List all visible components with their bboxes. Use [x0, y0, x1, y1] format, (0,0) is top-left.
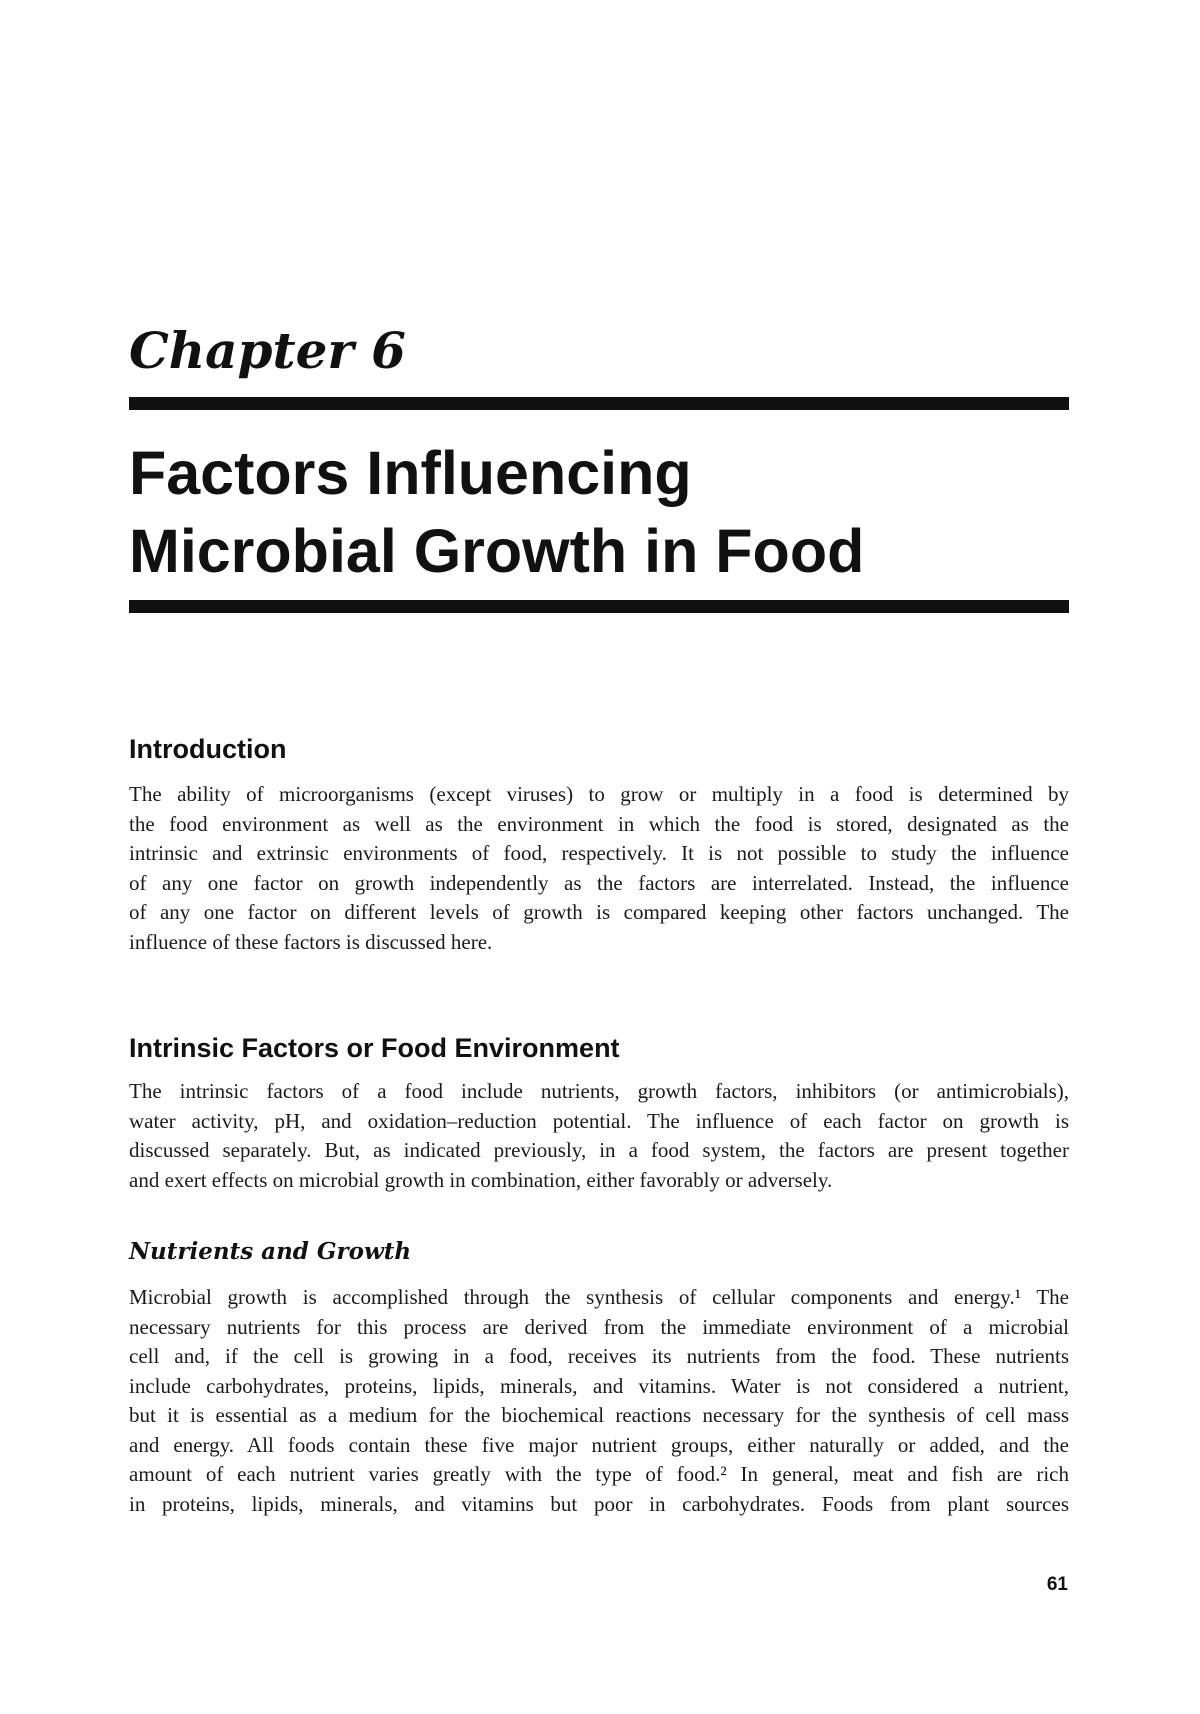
- introduction-paragraph: [129, 780, 1069, 957]
- section-heading-introduction: Introduction: [129, 734, 287, 764]
- text-line: influence of these factors is discussed here.: [129, 929, 493, 954]
- nutrients-paragraph: [129, 1283, 1069, 1519]
- text-line: include carbohydrates, proteins, lipids, minerals, and vitamins. Water is not considered a nutrient,: [129, 1373, 1069, 1398]
- text-line: the food environment as well as the environment in which the food is stored, designated as the: [129, 811, 1069, 836]
- text-line: intrinsic and extrinsic environments of food, respectively. It is not possible to study the influence: [129, 841, 1069, 865]
- text-line: in proteins, lipids, minerals, and vitamins but poor in carbohydrates. Foods from plant sources: [129, 1491, 1069, 1516]
- chapter-label: Chapter 6: [129, 321, 406, 380]
- chapter-title: [129, 434, 1049, 590]
- page-number: 61: [1046, 1574, 1068, 1595]
- text-line: The ability of microorganisms (except viruses) to grow or multiply in a food is determined by: [129, 782, 1069, 806]
- text-line: of any one factor on growth independently as the factors are interrelated. Instead, the influence: [129, 870, 1069, 895]
- text-line: and energy. All foods contain these five major nutrient groups, either naturally or added, and the: [129, 1432, 1069, 1457]
- text-line: Microbial growth is accomplished through the synthesis of cellular components and energy.¹ The: [129, 1285, 1069, 1309]
- text-line: but it is essential as a medium for the biochemical reactions necessary for the synthesis of cell mass: [129, 1403, 1069, 1427]
- top-rule: [129, 397, 1069, 410]
- bottom-rule: [129, 600, 1069, 613]
- subsection-heading-nutrients-and-growth: Nutrients and Growth: [129, 1238, 412, 1265]
- text-line: and exert effects on microbial growth in combination, either favorably or adversely.: [129, 1167, 833, 1192]
- text-line: water activity, pH, and oxidation–reduction potential. The influence of each factor on growth is: [129, 1108, 1069, 1133]
- text-line: necessary nutrients for this process are derived from the immediate environment of a microbial: [129, 1314, 1069, 1339]
- section-heading-intrinsic-factors: Intrinsic Factors or Food Environment: [129, 1033, 620, 1063]
- text-line: cell and, if the cell is growing in a food, receives its nutrients from the food. These nutrients: [129, 1344, 1069, 1368]
- text-line: The intrinsic factors of a food include nutrients, growth factors, inhibitors (or antimicrobials),: [129, 1079, 1069, 1103]
- text-line: of any one factor on different levels of growth is compared keeping other factors unchanged. The: [129, 900, 1069, 924]
- text-line: discussed separately. But, as indicated previously, in a food system, the factors are present together: [129, 1138, 1069, 1162]
- chapter-title-line: Factors Influencing: [129, 439, 692, 507]
- chapter-title-line: Microbial Growth in Food: [129, 517, 865, 585]
- intrinsic-factors-paragraph: [129, 1077, 1069, 1195]
- text-line: amount of each nutrient varies greatly with the type of food.² In general, meat and fish are rich: [129, 1462, 1069, 1486]
